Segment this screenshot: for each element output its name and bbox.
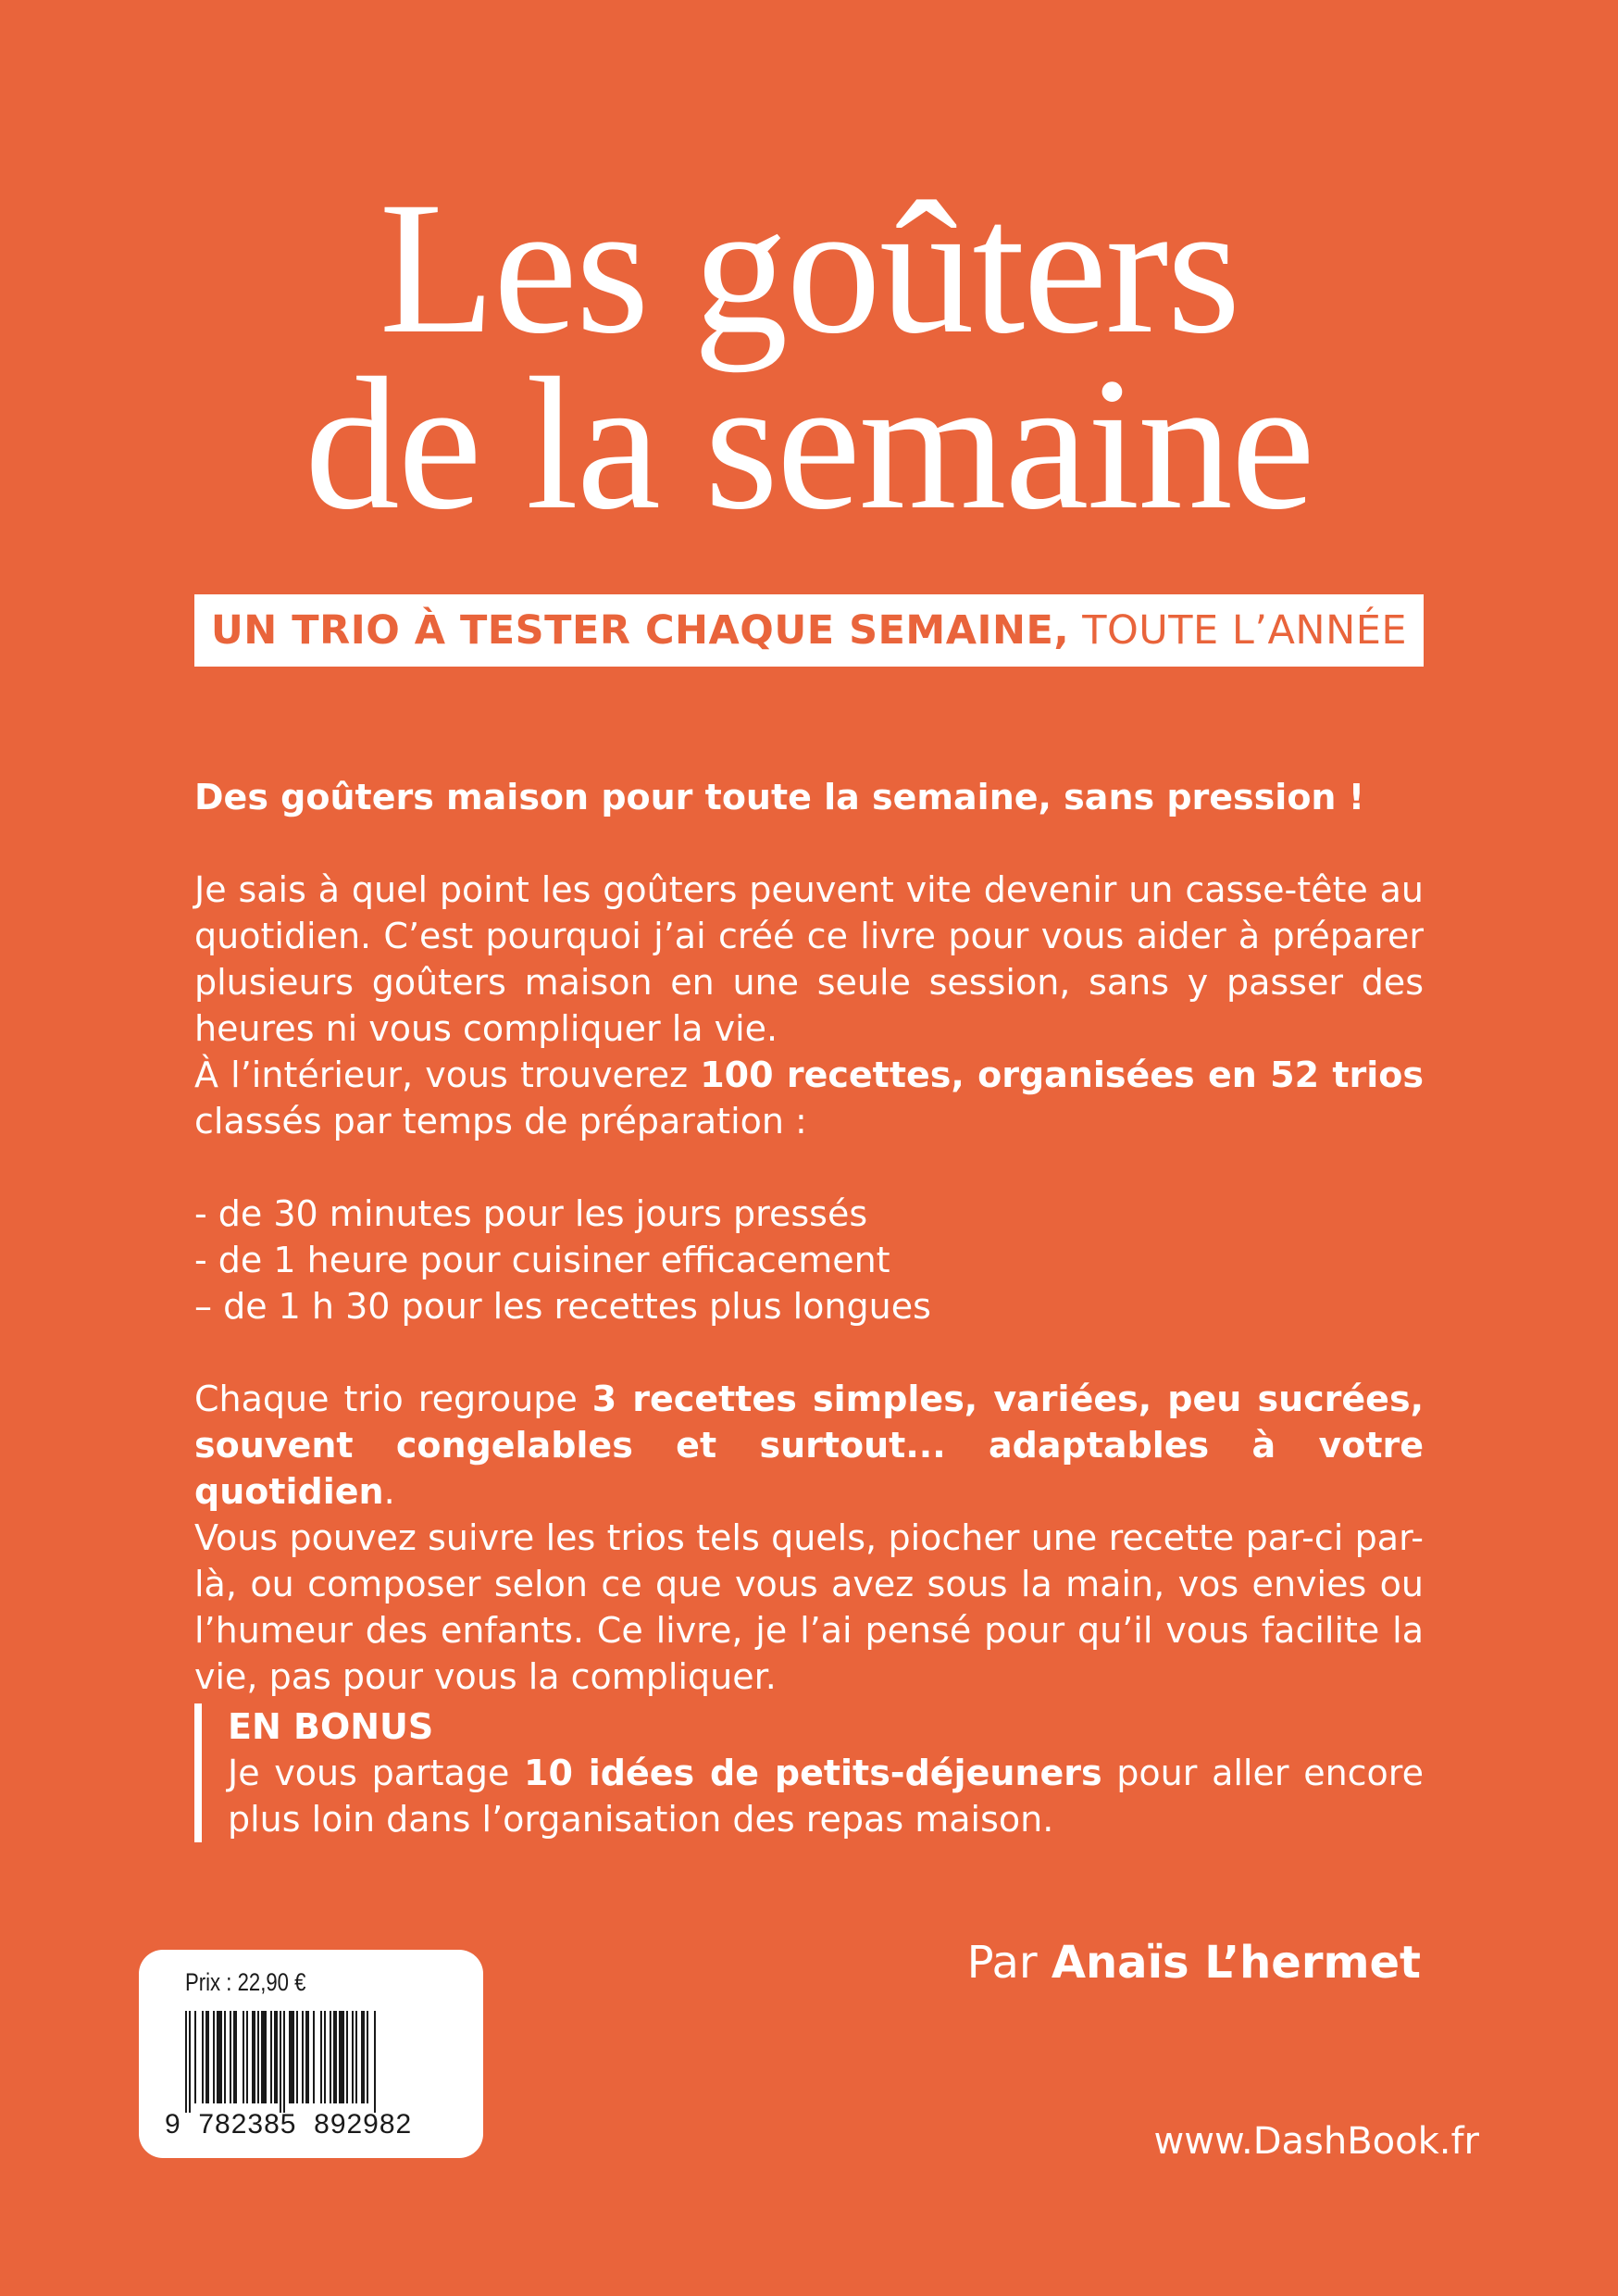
subtitle-light: TOUTE L’ANNÉE — [1082, 607, 1408, 654]
bonus-text-bold: 10 idées de petits-déjeuners — [524, 1753, 1102, 1793]
prep-time-list — [194, 1191, 1424, 1329]
subtitle-banner — [194, 594, 1424, 667]
paragraph-2 — [194, 1052, 1424, 1144]
lead-text: Des goûters maison pour toute la semaine, sans pression ! — [194, 777, 1365, 817]
isbn-number: 9 782385 892982 — [165, 2109, 413, 2140]
author-prefix: Par — [966, 1937, 1038, 1989]
paragraph-3-end: . — [383, 1471, 395, 1512]
price-label: Prix : 22,90 € — [185, 1968, 306, 1996]
author-credit — [967, 1935, 1421, 1990]
paragraph-3-bold: 3 recettes simples, variées, peu sucrées, souvent congelables et surtout... adaptables à votre quotidien — [194, 1379, 1425, 1512]
title-line-1: Les goûters — [379, 163, 1239, 373]
paragraph-2-end: classés par temps de préparation : — [194, 1101, 807, 1142]
title-line-2: de la semaine — [305, 339, 1313, 549]
list-item: – de 1 h 30 pour les recettes plus longues — [194, 1286, 931, 1327]
paragraph-1: Je sais à quel point les goûters peuvent vite devenir un casse-tête au quotidien. C’est pourquoi j’ai créé ce livre pour vous aider à préparer plusieurs goûters maison en une seule session, sans y passer des heures ni vous compliquer la vie. — [194, 869, 1424, 1049]
paragraph-2-bold: 100 recettes, organisées en 52 trios — [700, 1054, 1424, 1095]
bonus-block — [194, 1703, 1424, 1842]
paragraph-2-start: À l’intérieur, vous trouverez — [194, 1054, 701, 1095]
paragraph-3 — [194, 1376, 1424, 1515]
author-name: Anaïs L’hermet — [1051, 1937, 1421, 1989]
website-url: www.DashBook.fr — [1153, 2120, 1479, 2163]
bonus-text-end: pour aller encore plus loin dans l’organisation des repas maison. — [228, 1753, 1424, 1840]
paragraph-4: Vous pouvez suivre les trios tels quels, piocher une recette par-ci par-là, ou composer selon ce que vous avez sous la main, vos envies ou l’humeur des enfants. Ce livre, je l’ai pensé pour qu’il vous facilite la vie, pas pour vous la compliquer. — [194, 1517, 1424, 1697]
list-item: - de 1 heure pour cuisiner efficacement — [194, 1240, 890, 1280]
list-item: - de 30 minutes pour les jours pressés — [194, 1193, 868, 1234]
barcode-image — [185, 2011, 454, 2113]
barcode-label — [139, 1950, 483, 2158]
subtitle-bold: UN TRIO À TESTER CHAQUE SEMAINE, — [210, 607, 1070, 654]
bonus-text-start: Je vous partage — [228, 1753, 525, 1793]
bonus-text — [228, 1750, 1424, 1842]
book-title — [0, 163, 1618, 549]
paragraph-3-start: Chaque trio regroupe — [194, 1379, 592, 1419]
bonus-title: EN BONUS — [228, 1706, 434, 1747]
description — [194, 774, 1424, 1700]
